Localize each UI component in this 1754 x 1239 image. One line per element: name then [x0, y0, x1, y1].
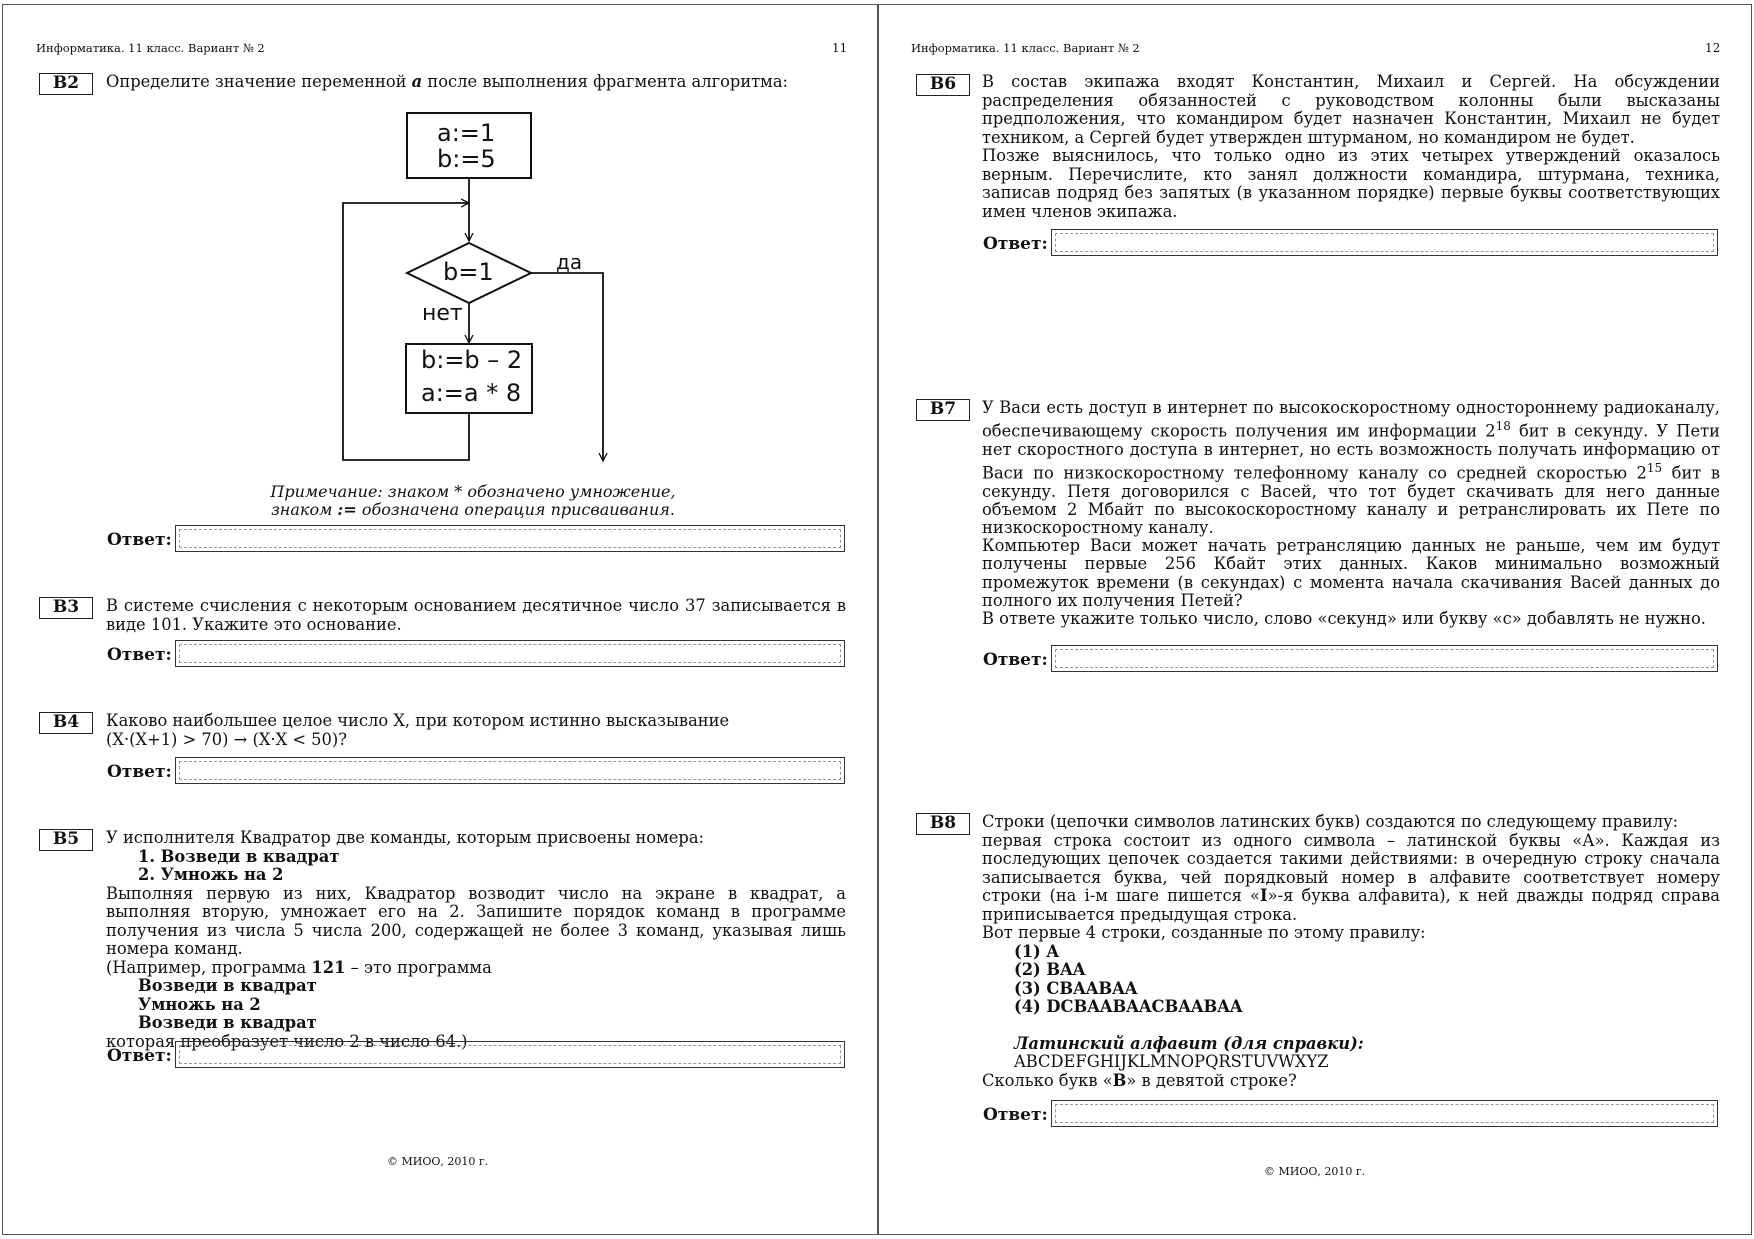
answer-label-b4: Ответ: [107, 762, 172, 782]
b5-command-1: 1. Возведи в квадрат [138, 846, 340, 866]
b6-paragraph-2: Позже выяснилось, что только одно из этих четырех утверждений оказалось верным. Перечислите, кто занял должности командира, штурмана, техника, записав подряд без запятых (в указанном порядке) первые буквы соответствующих имен членов экипажа. [982, 146, 1720, 221]
b5-example-step-1: Возведи в квадрат [138, 976, 317, 995]
flowchart-body-line2: a:=a * 8 [421, 379, 522, 407]
b2-note-line1: Примечание: знаком * обозначено умножение, [270, 482, 676, 501]
flowchart-init-b: b:=5 [437, 145, 496, 173]
question-label-b8: В8 [916, 813, 970, 835]
question-label-b3: В3 [39, 597, 93, 619]
question-text-b6 [982, 73, 1720, 221]
answer-field-b8[interactable] [1051, 1100, 1718, 1127]
b8-alphabet-title: Латинский алфавит (для справки): [1014, 1033, 1364, 1053]
b8-row-1: (1) A [1014, 941, 1060, 961]
answer-label-b3: Ответ: [107, 645, 172, 665]
flowchart-condition: b=1 [443, 258, 494, 286]
answer-label-b8: Ответ: [983, 1105, 1048, 1125]
question-label-b7: В7 [916, 399, 970, 421]
question-text-b4 [106, 712, 846, 749]
question-text-b4-line1: Каково наибольшее целое число X, при котором истинно высказывание [106, 711, 730, 730]
b8-p2-letter-i: I [1260, 886, 1268, 905]
b8-alphabet: ABCDEFGHIJKLMNOPQRSTUVWXYZ [1014, 1052, 1329, 1071]
b5-command-2: 2. Умножь на 2 [138, 865, 284, 884]
answer-label-b2: Ответ: [107, 530, 172, 550]
b8-paragraph-2 [982, 832, 1720, 925]
question-text-b8 [982, 813, 1720, 1090]
b7-exponent-15: 15 [1646, 461, 1663, 476]
question-text-b4-line2: (X·(X+1) > 70) → (X·X < 50)? [106, 729, 347, 749]
b8-row-4: (4) DCBAABAACBAABAA [1014, 997, 1243, 1016]
b5-example-post: – это программа [345, 957, 492, 977]
question-text-b2-part2: после выполнения фрагмента алгоритма: [422, 72, 789, 91]
b8-row-2: (2) BAA [1014, 960, 1086, 979]
page-footer: © МИОО, 2010 г. [387, 1155, 489, 1168]
b8-p2-part-b: »-я буква алфавита), к ней дважды подряд справа приписывается предыдущая строка. [982, 886, 1721, 924]
left-page [2, 4, 878, 1235]
page-number: 11 [832, 41, 848, 55]
question-label-b4: В4 [39, 712, 93, 734]
b8-paragraph-1: Строки (цепочки символов латинских букв) создаются по следующему правилу: [982, 812, 1679, 831]
b5-example-number: 121 [311, 957, 346, 977]
b7-p1-part-c: бит в секунду. Петя договорился с Васей, что тот будет скачивать для него данные объемом 2 Мбайт по высокоскоростному каналу и ретранслировать их Пете по низкоскоростному каналу. [982, 463, 1720, 538]
flowchart-no-label: нет [422, 301, 463, 326]
b5-example-pre: (Например, программа [106, 957, 312, 977]
page-header: Информатика. 11 класс. Вариант № 2 [911, 41, 1140, 55]
b2-note-line2-post: обозначена операция присваивания. [356, 500, 675, 519]
b5-example-step-3: Возведи в квадрат [138, 1013, 317, 1032]
flowchart-yes-label: да [556, 250, 583, 274]
question-text-b3: В системе счисления с некоторым основанием десятичное число 37 записывается в виде 101. Укажите это основание. [106, 596, 846, 634]
b5-closing: которая преобразует число 2 в число 64.) [106, 1031, 468, 1051]
b7-p1-part-a: У Васи есть доступ в интернет по высокоскоростному одностороннему радиоканалу, обеспечивающему скорость получения им информации 2 [982, 398, 1720, 441]
b8-p2-part-a: первая строка состоит из одного символа – латинской буквы «А». Каждая из последующих цепочек создается такими действиями: в очередную строку сначала записывается буква, чей порядковый номер в алфавите соответствует номеру строки (на i-м шаге пишется « [982, 830, 1720, 905]
page-footer: © МИОО, 2010 г. [1264, 1165, 1366, 1178]
flowchart-init-a: a:=1 [437, 119, 496, 147]
answer-label-b5: Ответ: [107, 1046, 172, 1066]
answer-field-b4[interactable] [175, 757, 845, 784]
question-label-b6: В6 [916, 74, 970, 96]
b2-note-line2-pre: знаком [271, 500, 338, 519]
flowchart [3, 5, 879, 485]
answer-field-b2[interactable] [175, 525, 845, 552]
question-text-b5 [106, 829, 846, 1051]
b5-example [106, 959, 846, 978]
answer-field-b5[interactable] [175, 1041, 845, 1068]
question-label-b5: В5 [39, 829, 93, 851]
b5-intro: У исполнителя Квадратор две команды, которым присвоены номера: [106, 828, 705, 847]
page-number: 12 [1705, 41, 1721, 55]
b2-note [253, 483, 693, 519]
b7-paragraph-3: В ответе укажите только число, слово «секунд» или букву «с» добавлять не нужно. [982, 609, 1706, 629]
answer-field-b6[interactable] [1051, 229, 1718, 256]
b2-note-line2 [253, 501, 693, 519]
question-text-b7 [982, 399, 1720, 628]
answer-label-b6: Ответ: [983, 234, 1048, 254]
b7-paragraph-2: Компьютер Васи может начать ретрансляцию данных не раньше, чем им будут получены первые 256 Кбайт этих данных. Каков минимально возможный промежуток времени (в секундах) с момента начала скачивания Васей данных до полного их получения Петей? [982, 536, 1720, 610]
b8-row-3: (3) CBAABAA [1014, 978, 1138, 998]
page-header: Информатика. 11 класс. Вариант № 2 [36, 41, 265, 55]
flowchart-body-line1: b:=b – 2 [421, 346, 523, 374]
b8-question-post: » в девятой строке? [1126, 1070, 1297, 1090]
b8-question [982, 1072, 1720, 1091]
question-text-b2-part1: Определите значение переменной [106, 72, 412, 91]
answer-label-b7: Ответ: [983, 650, 1048, 670]
b7-p1-part-b: бит в секунду. У Пети нет скоростного доступа в интернет, но есть возможность получать информацию от Васи по низкоскоростному телефонному каналу со средней скоростью 2 [982, 421, 1720, 483]
b7-paragraph-1 [982, 399, 1720, 537]
right-page [878, 4, 1752, 1235]
b7-exponent-18: 18 [1495, 419, 1511, 434]
question-label-b2: В2 [39, 73, 93, 95]
b2-note-assign-symbol: := [337, 500, 357, 519]
answer-field-b7[interactable] [1051, 645, 1718, 672]
b6-paragraph-1: В состав экипажа входят Константин, Михаил и Сергей. На обсуждении распределения обязанностей с руководством колонны были высказаны предположения, что командиром будет назначен Константин, Михаил не будет техником, а Сергей будет утвержден штурманом, но командиром не будет. [982, 72, 1720, 147]
b8-question-pre: Сколько букв « [982, 1070, 1113, 1090]
answer-field-b3[interactable] [175, 640, 845, 667]
b8-paragraph-3: Вот первые 4 строки, созданные по этому правилу: [982, 923, 1426, 942]
variable-a: a [411, 72, 423, 91]
b8-question-letter: B [1112, 1070, 1127, 1090]
b5-example-step-2: Умножь на 2 [138, 994, 261, 1014]
b5-body: Выполняя первую из них, Квадратор возводит число на экране в квадрат, а выполняя вторую, умножает его на 2. Запишите порядок команд в программе получения из числа 5 числа 200, содержащей не более 3 команд, указывая лишь номера команд. [106, 883, 846, 958]
